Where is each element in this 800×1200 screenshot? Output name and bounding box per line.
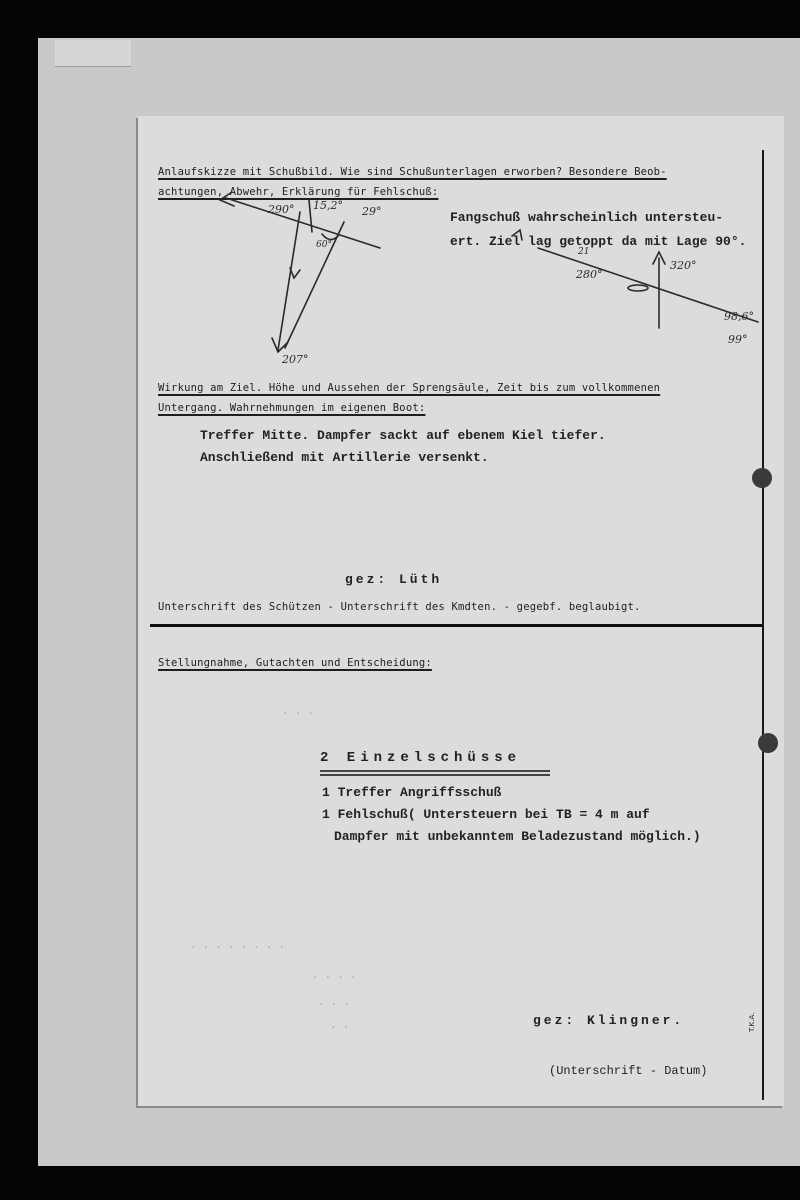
decision-item-2: 1 Fehlschuß( Untersteuern bei TB = 4 m auf bbox=[322, 807, 650, 822]
backing-tab bbox=[55, 40, 131, 67]
punch-hole-icon bbox=[758, 733, 778, 753]
punch-hole-icon bbox=[752, 468, 772, 488]
sketch-angle-mid: 15,2° bbox=[313, 199, 343, 212]
sketch-bearing-280: 280° bbox=[576, 268, 603, 281]
decision-label: Stellungnahme, Gutachten und Entscheidung: bbox=[158, 657, 432, 669]
sketch-bearing-21: 21 bbox=[578, 247, 590, 257]
heading-underline bbox=[320, 774, 550, 776]
decision-item-1: 1 Treffer Angriffsschuß bbox=[322, 785, 502, 800]
sketch-label-line2: achtungen, Abwehr, Erklärung für Fehlschuß: bbox=[158, 186, 439, 198]
signature-klingner: gez: Klingner. bbox=[533, 1013, 685, 1028]
show-through-text: ... bbox=[318, 995, 356, 1008]
explanation-line2: ert. Ziel lag getoppt da mit Lage 90°. bbox=[450, 234, 747, 249]
show-through-text: ... bbox=[282, 704, 320, 717]
heading-underline bbox=[320, 770, 550, 772]
sketch-course-bottom: 207° bbox=[282, 353, 309, 366]
signature-caption-1: Unterschrift des Schützen - Unterschrift des Kmdten. - gegebf. beglaubigt. bbox=[158, 601, 641, 613]
signature-caption-2: (Unterschrift - Datum) bbox=[549, 1064, 708, 1078]
effect-text-line2: Anschließend mit Artillerie versenkt. bbox=[200, 450, 489, 465]
section-divider bbox=[150, 624, 762, 627]
show-through-text: ........ bbox=[190, 938, 291, 951]
sketch-angle-right: 29° bbox=[362, 205, 382, 218]
effect-label-line1: Wirkung am Ziel. Höhe und Aussehen der Sprengsäule, Zeit bis zum vollkommenen bbox=[158, 382, 661, 394]
decision-item-2-cont: Dampfer mit unbekanntem Beladezustand möglich.) bbox=[334, 829, 701, 844]
effect-text-line1: Treffer Mitte. Dampfer sackt auf ebenem Kiel tiefer. bbox=[200, 428, 606, 443]
sketch-range-1: 98,6° bbox=[724, 310, 754, 323]
show-through-text: .. bbox=[330, 1018, 356, 1031]
explanation-line1: Fangschuß wahrscheinlich untersteu- bbox=[450, 210, 724, 225]
decision-heading: 2 Einzelschüsse bbox=[320, 750, 522, 766]
signature-luth: gez: Lüth bbox=[345, 572, 443, 587]
effect-label-line2: Untergang. Wahrnehmungen im eigenen Boot: bbox=[158, 402, 426, 414]
sketch-angle-left: 290° bbox=[268, 203, 295, 216]
sketch-angle-small: 60° bbox=[316, 240, 332, 250]
show-through-text: .... bbox=[312, 968, 363, 981]
archive-mark: T.K.A. bbox=[748, 1012, 756, 1032]
margin-rule bbox=[762, 150, 764, 1100]
sketch-range-2: 99° bbox=[728, 333, 748, 346]
sketch-label-line1: Anlaufskizze mit Schußbild. Wie sind Schußunterlagen erworben? Besondere Beob- bbox=[158, 166, 667, 178]
sketch-bearing-320: 320° bbox=[670, 259, 697, 272]
